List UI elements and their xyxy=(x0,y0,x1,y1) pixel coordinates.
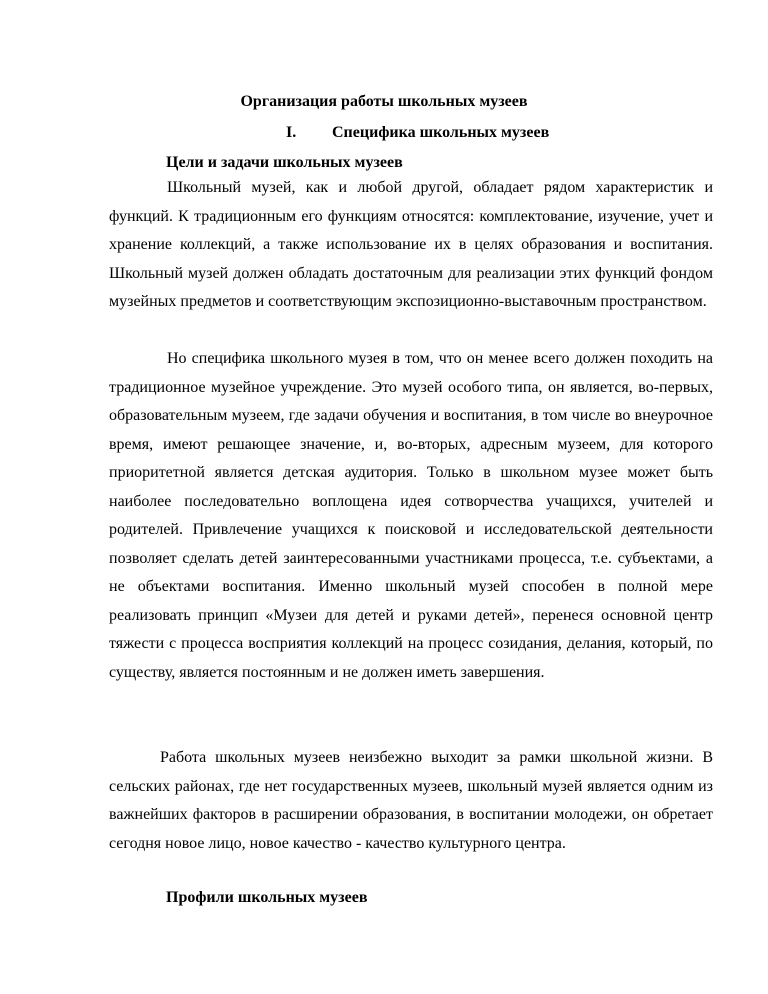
section-number: I. xyxy=(286,124,297,141)
subheading-profiles: Профили школьных музеев xyxy=(166,889,368,906)
section-title: Специфика школьных музеев xyxy=(332,124,550,141)
paragraph-1: Школьный музей, как и любой другой, обладает рядом характеристик и функций. К традиционным его функциям относятся: комплектование, изучение, учет и хранение коллекций, а также использование их в целях образования и воспитания. Школьный музей должен обладать достаточным для реализации этих функций фондом музейных предметов и соответствующим экспозиционно-выставочным пространством. xyxy=(109,179,713,310)
section-heading xyxy=(0,124,768,146)
subheading-goals: Цели и задачи школьных музеев xyxy=(166,154,403,171)
document-title: Организация работы школьных музеев xyxy=(240,93,528,110)
paragraph-2: Но специфика школьного музея в том, что он менее всего должен походить на традиционное музейное учреждение. Это музей особого типа, он является, во-первых, образовательным музеем, где задачи обучения и воспитания, в том числе во внеурочное время, имеют решающее значение, и, во-вторых, адресным музеем, для которого приоритетной является детская аудитория. Только в школьном музее может быть наиболее последовательно воплощена идея сотворчества учащихся, учителей и родителей. Привлечение учащихся к поисковой и исследовательской деятельности позволяет сделать детей заинтересованными участниками процесса, т.е. субъектами, а не объектами воспитания. Именно школьный музей способен в полной мере реализовать принцип «Музеи для детей и руками детей», перенеся основной центр тяжести с процесса восприятия коллекций на процесс созидания, делания, который, по существу, является постоянным и не должен иметь завершения. xyxy=(109,350,713,681)
paragraph-3: Работа школьных музеев неизбежно выходит за рамки школьной жизни. В сельских районах, где нет государственных музеев, школьный музей является одним из важнейших факторов в расширении образования, в воспитании молодежи, он обретает сегодня новое лицо, новое качество - качество культурного центра. xyxy=(109,749,713,852)
